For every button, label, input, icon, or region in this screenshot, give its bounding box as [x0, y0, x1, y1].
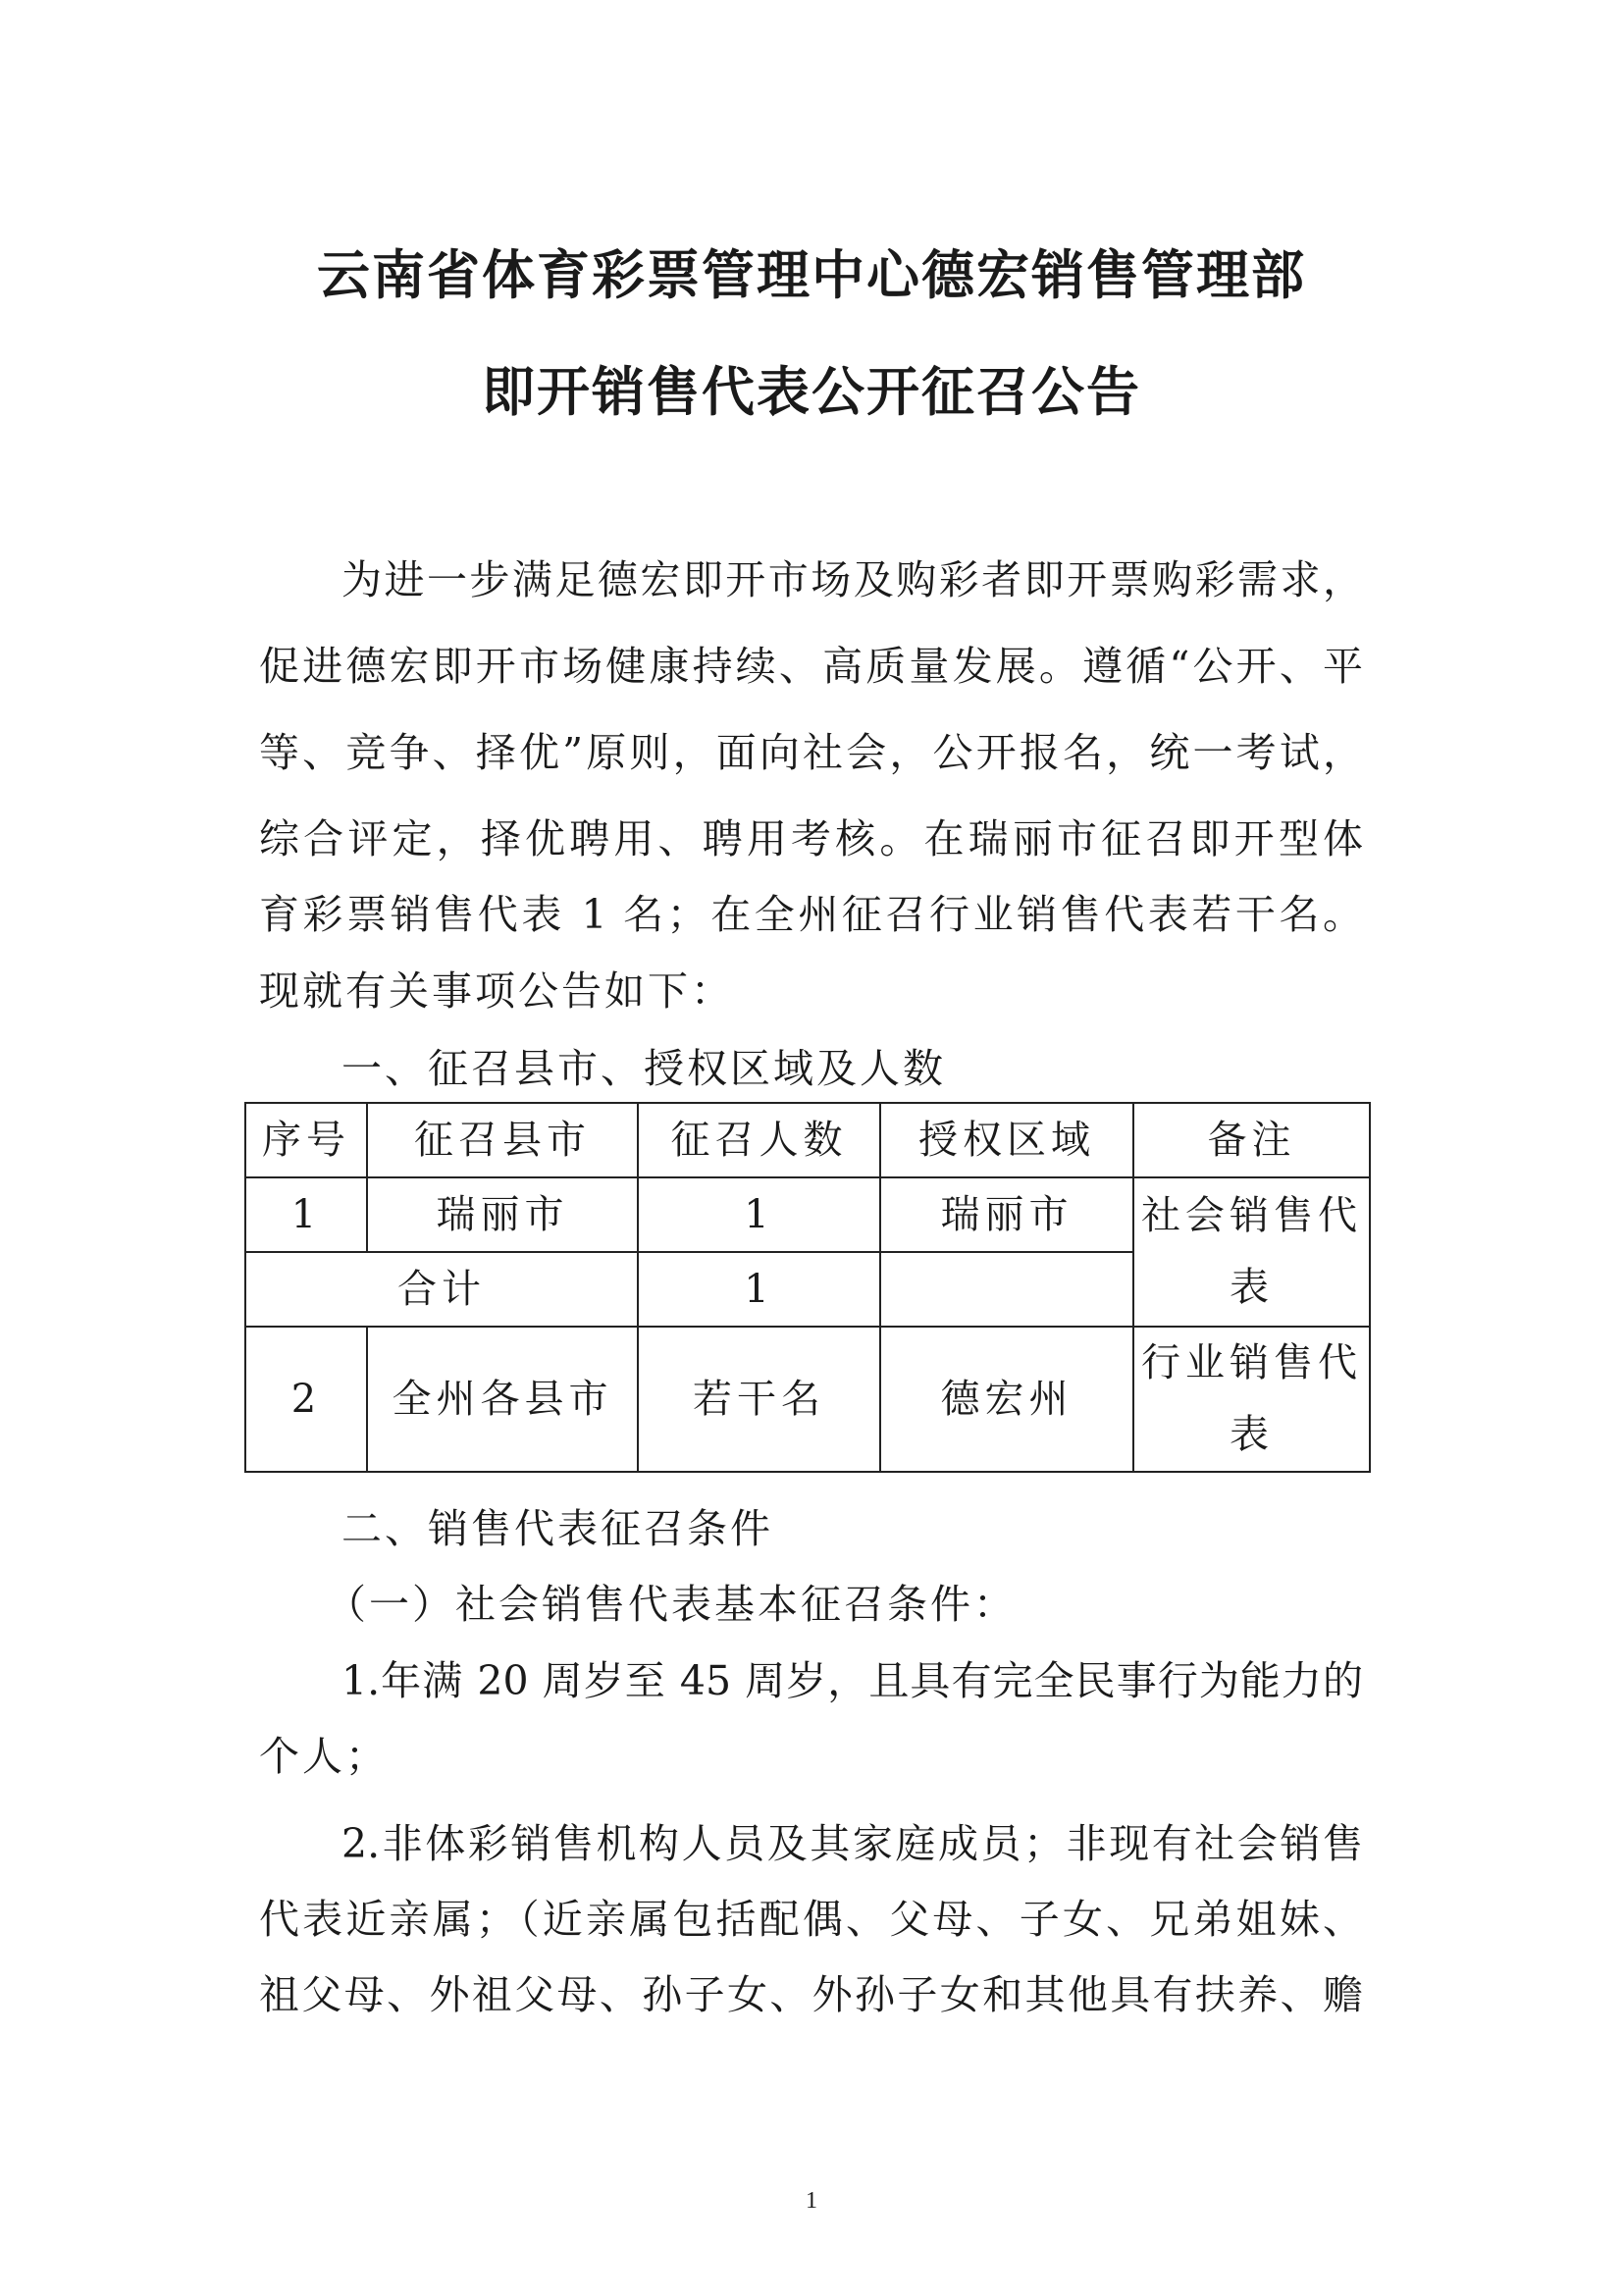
item-line: 代表近亲属；（近亲属包括配偶、父母、子女、兄弟姐妹、 [259, 1896, 1363, 1943]
item-line: 2.非体彩销售机构人员及其家庭成员；非现有社会销售 [341, 1820, 1363, 1867]
item-line: 1.年满 20 周岁至 45 周岁，且具有完全民事行为能力的 [341, 1657, 1363, 1704]
section-1-heading: 一、征召县市、授权区域及人数 [341, 1045, 946, 1092]
header-index: 序号 [245, 1103, 367, 1177]
page-number: 1 [806, 2188, 817, 2214]
intro-line: 综合评定，择优聘用、聘用考核。在瑞丽市征召即开型体 [259, 815, 1363, 862]
document-title-line-2: 即开销售代表公开征召公告 [482, 361, 1141, 423]
row2-county: 全州各县市 [367, 1327, 638, 1472]
intro-line: 等、竞争、择优”原则，面向社会，公开报名，统一考试， [259, 729, 1363, 776]
table-row [245, 1327, 1370, 1472]
quota-table [244, 1102, 1371, 1473]
header-count: 征召人数 [638, 1103, 880, 1177]
row1-county: 瑞丽市 [367, 1177, 638, 1252]
document-title-line-1: 云南省体育彩票管理中心德宏销售管理部 [317, 244, 1306, 306]
header-area: 授权区域 [880, 1103, 1133, 1177]
header-note: 备注 [1133, 1103, 1370, 1177]
section-2-subheading: （一）社会销售代表基本征召条件： [326, 1581, 1017, 1628]
intro-line: 促进德宏即开市场健康持续、高质量发展。遵循“公开、平 [259, 643, 1363, 690]
table-row [245, 1177, 1370, 1252]
total-count: 1 [638, 1252, 880, 1327]
section-2-heading: 二、销售代表征召条件 [341, 1505, 773, 1552]
intro-line: 为进一步满足德宏即开市场及购彩者即开票购彩需求， [341, 556, 1363, 603]
item-line: 个人； [259, 1733, 389, 1780]
intro-line: 现就有关事项公告如下： [259, 967, 734, 1015]
row1-index: 1 [245, 1177, 367, 1252]
table-header-row [245, 1103, 1370, 1177]
row1-note: 社会销售代表 [1133, 1177, 1370, 1327]
header-county: 征召县市 [367, 1103, 638, 1177]
total-area [880, 1252, 1133, 1327]
row2-area: 德宏州 [880, 1327, 1133, 1472]
row2-index: 2 [245, 1327, 367, 1472]
row2-note: 行业销售代表 [1133, 1327, 1370, 1472]
item-line: 祖父母、外祖父母、孙子女、外孙子女和其他具有扶养、赡 [259, 1971, 1363, 2018]
total-label: 合计 [245, 1252, 638, 1327]
row1-area: 瑞丽市 [880, 1177, 1133, 1252]
row1-count: 1 [638, 1177, 880, 1252]
intro-line: 育彩票销售代表 1 名；在全州征召行业销售代表若干名。 [259, 891, 1363, 938]
row2-count: 若干名 [638, 1327, 880, 1472]
